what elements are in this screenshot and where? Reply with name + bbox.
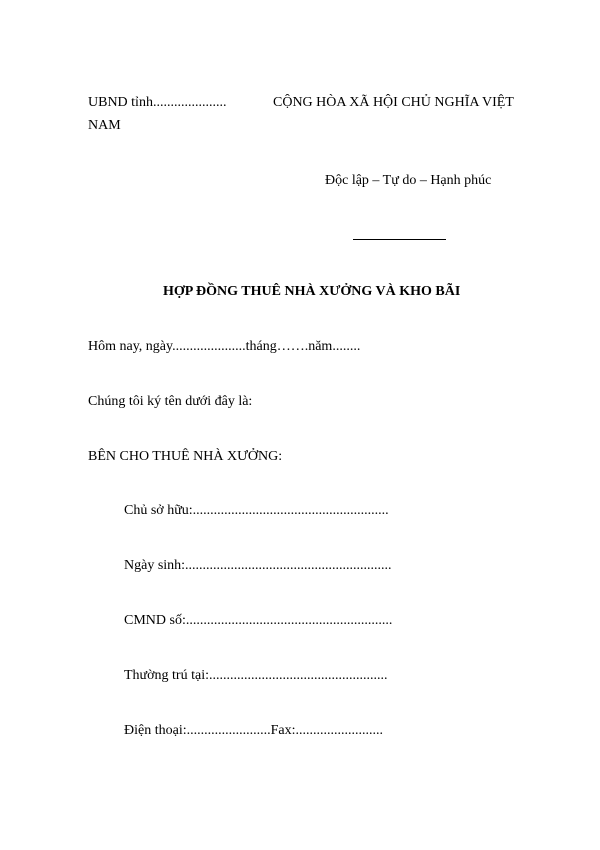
field-owner: Chủ sở hữu:........................................................ xyxy=(124,503,389,518)
header-issuing-authority: UBND tỉnh..................... xyxy=(88,95,227,110)
field-birth-date: Ngày sinh:........................................................... xyxy=(124,558,392,573)
field-phone-fax: Điện thoại:........................Fax:......................... xyxy=(124,723,383,738)
party-heading: BÊN CHO THUÊ NHÀ XƯỞNG: xyxy=(88,449,283,464)
field-id-number: CMND số:........................................................... xyxy=(124,613,393,628)
document-title: HỢP ĐỒNG THUÊ NHÀ XƯỞNG VÀ KHO BÃI xyxy=(163,284,461,299)
intro-line: Chúng tôi ký tên dưới đây là: xyxy=(88,394,253,409)
header-motto: Độc lập – Tự do – Hạnh phúc xyxy=(325,173,492,188)
date-line: Hôm nay, ngày.....................tháng…….năm........ xyxy=(88,339,361,354)
header-national-title: CỘNG HÒA XÃ HỘI CHỦ NGHĨA VIỆT xyxy=(273,95,514,110)
motto-underline xyxy=(353,239,446,240)
header-national-title-continuation: NAM xyxy=(88,118,121,133)
field-residence: Thường trú tại:................................................... xyxy=(124,668,388,683)
